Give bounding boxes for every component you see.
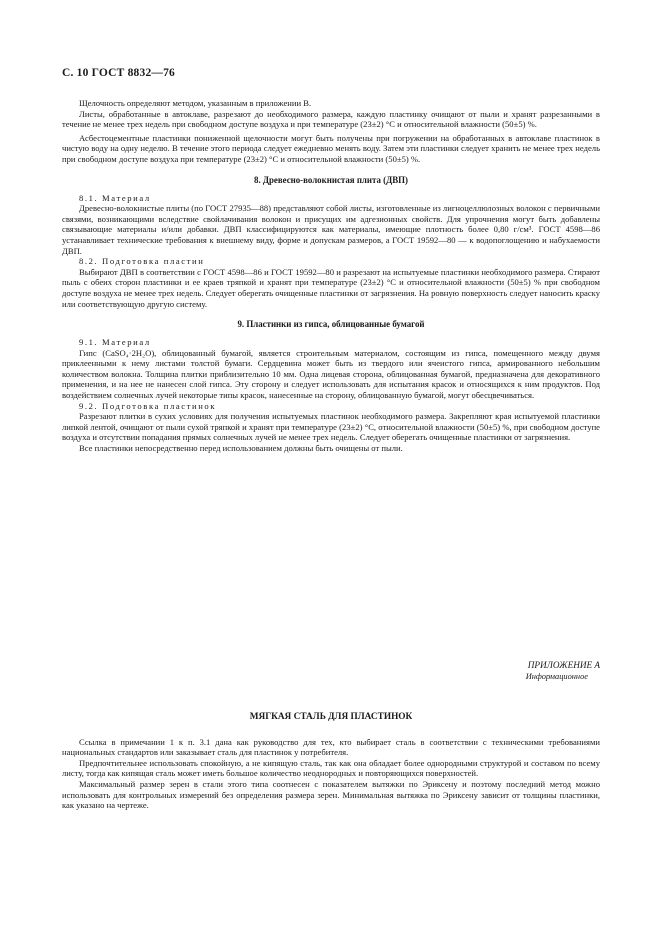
- subsection-label: 8.1. Материал: [79, 192, 151, 203]
- appendix-sublabel: Информационное: [525, 672, 588, 681]
- section-9-title: 9. Пластинки из гипса, облицованные бумагой: [237, 319, 425, 330]
- section-8-title: 8. Древесно-волокнистая плита (ДВП): [254, 174, 408, 185]
- paragraph: Листы, обработанные в автоклаве, разрезают до необходимого размера, каждую пластинку очищают от пыли и хранят разрезанными в течение не менее трех недель при свободном доступе воздуха и при температуре (23±2) °С и относительной влажности (50±5) %.: [62, 108, 600, 130]
- subsection-label: 9.1. Материал: [79, 337, 151, 348]
- paragraph: Все пластинки непосредственно перед использованием должны быть очищены от пыли.: [79, 443, 403, 454]
- appendix-title: МЯГКАЯ СТАЛЬ ДЛЯ ПЛАСТИНОК: [249, 712, 413, 722]
- appendix-label: ПРИЛОЖЕНИЕ А: [527, 660, 600, 670]
- main-text: [62, 98, 600, 454]
- paragraph: Ссылка в примечании 1 к п. 3.1 дана как руководство для тех, кто выбирает сталь в соответствии с техническими требованиями национальных стандартов или заказывает сталь для пластинок у потребителя.: [62, 736, 600, 758]
- paragraph: Предпочтительнее использовать спокойную, а не кипящую сталь, так как она обладает более однородными структурой и составом по всему листу, тогда как кипящая сталь может иметь большое количество неоднородных и повторяющихся поверхностей.: [62, 757, 600, 779]
- subsection-label: 8.2. Подготовка пластин: [79, 256, 205, 267]
- paragraph: Древесно-волокнистые плиты (по ГОСТ 27935—88) представляют собой листы, изготовленные из лигноцеллюлозных волокон с первичными связями, возникающими вследствие свойлачивания волокон и присущих им адгезионных свойств. Для упрочнения могут быть добавлены связывающие материалы и/или добавки. ДВП классифицируются как материалы, имеющие плотность более 0,80 г/см³. ГОСТ 4598—86 устанавливает технические требования к внешнему виду, форме и допускам размеров, а ГОСТ 19592—80 — к водопоглощению и набухаемости ДВП.: [62, 203, 600, 256]
- appendix-a: [62, 660, 600, 811]
- paragraph: Гипс (CaSO₄·2H₂O), облицованный бумагой, является строительным материалом, состоящим из гипса, помещенного между двумя приклеенными к нему листами толстой бумаги. Сердцевина может быть из твердого или ячеистого гипса, армированного небольшим количеством волокна. Толщина плитки приблизительно 10 мм. Одна лицевая сторона, облицованная бумагой, предназначена для декоративного применения, и на нее не нанесен слой гипса. Эту сторону и следует использовать для испытания красок и относящихся к ним продуктов. Под воздействием солнечных лучей некоторые типы красок, нанесенные на сторону, облицованную бумагой, могут обесцвечиваться.: [62, 347, 600, 401]
- paragraph: Максимальный размер зерен в стали этого типа соотнесен с показателем вытяжки по Эриксену и поэтому последний метод можно использовать для контрольных измерений без определения размера зерен. Минимальная вытяжка по Эриксену зависит от толщины пластинки, как указано на чертеже.: [62, 778, 600, 811]
- subsection-label: 9.2. Подготовка пластинок: [79, 400, 217, 411]
- paragraph: Щелочность определяют методом, указанным в приложении В.: [79, 98, 312, 108]
- page-header: С. 10 ГОСТ 8832—76: [62, 67, 175, 79]
- paragraph: Асбестоцементные пластинки пониженной щелочности могут быть получены при погружении на обработанных в автоклаве пластинок в чистую воду на одну неделю. В течение этого периода следует ежедневно менять воду. Затем эти пластинки следует хранить не менее трех недель при свободном доступе воздуха при температуре (23±2) °С и относительной влажности (50±5) %.: [62, 132, 600, 164]
- paragraph: Выбирают ДВП в соответствии с ГОСТ 4598—86 и ГОСТ 19592—80 и разрезают на испытуемые пластинки необходимого размера. Стирают пыль с обеих сторон пластинки и ее краев тряпкой и хранят при температуре (23±2) °С и относительной влажности (50±5) % при свободном доступе воздуха не менее трех недель. Следует оберегать очищенные пластинки от загрязнения. На ровную поверхность следует наносить краску или соответствующую другую систему.: [62, 266, 600, 309]
- paragraph: Разрезают плитки в сухих условиях для получения испытуемых пластинок необходимого размера. Закрепляют края испытуемой пластинки липкой лентой, очищают от пыли сухой тряпкой и хранят при температуре (23±2) °С, относительной влажности (50±5) %, при свободном доступе воздуха и отсутствии попадания прямых солнечных лучей не менее трех недель. Следует оберегать очищенные пластинки от загрязнения.: [62, 411, 600, 443]
